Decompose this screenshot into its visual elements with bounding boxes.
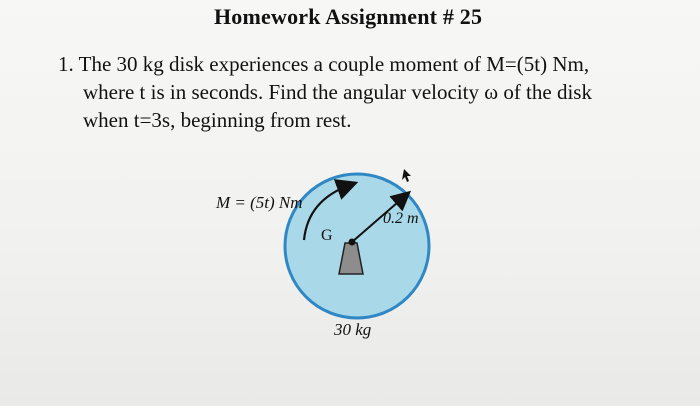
moment-label: M = (5t) Nm	[216, 193, 303, 212]
problem-line-2: where t is in seconds. Find the angular velocity ω of the disk	[83, 80, 592, 104]
center-label: G	[321, 227, 333, 244]
problem-line-3: when t=3s, beginning from rest.	[83, 108, 352, 132]
problem-line-1: 1. The 30 kg disk experiences a couple moment of M=(5t) Nm,	[58, 52, 590, 76]
radius-label: 0.2 m	[383, 210, 419, 227]
problem-number: 1.	[58, 52, 74, 76]
cursor-icon	[402, 169, 411, 182]
page-title: Homework Assignment # 25	[214, 4, 483, 29]
mass-label: 30 kg	[334, 320, 372, 339]
